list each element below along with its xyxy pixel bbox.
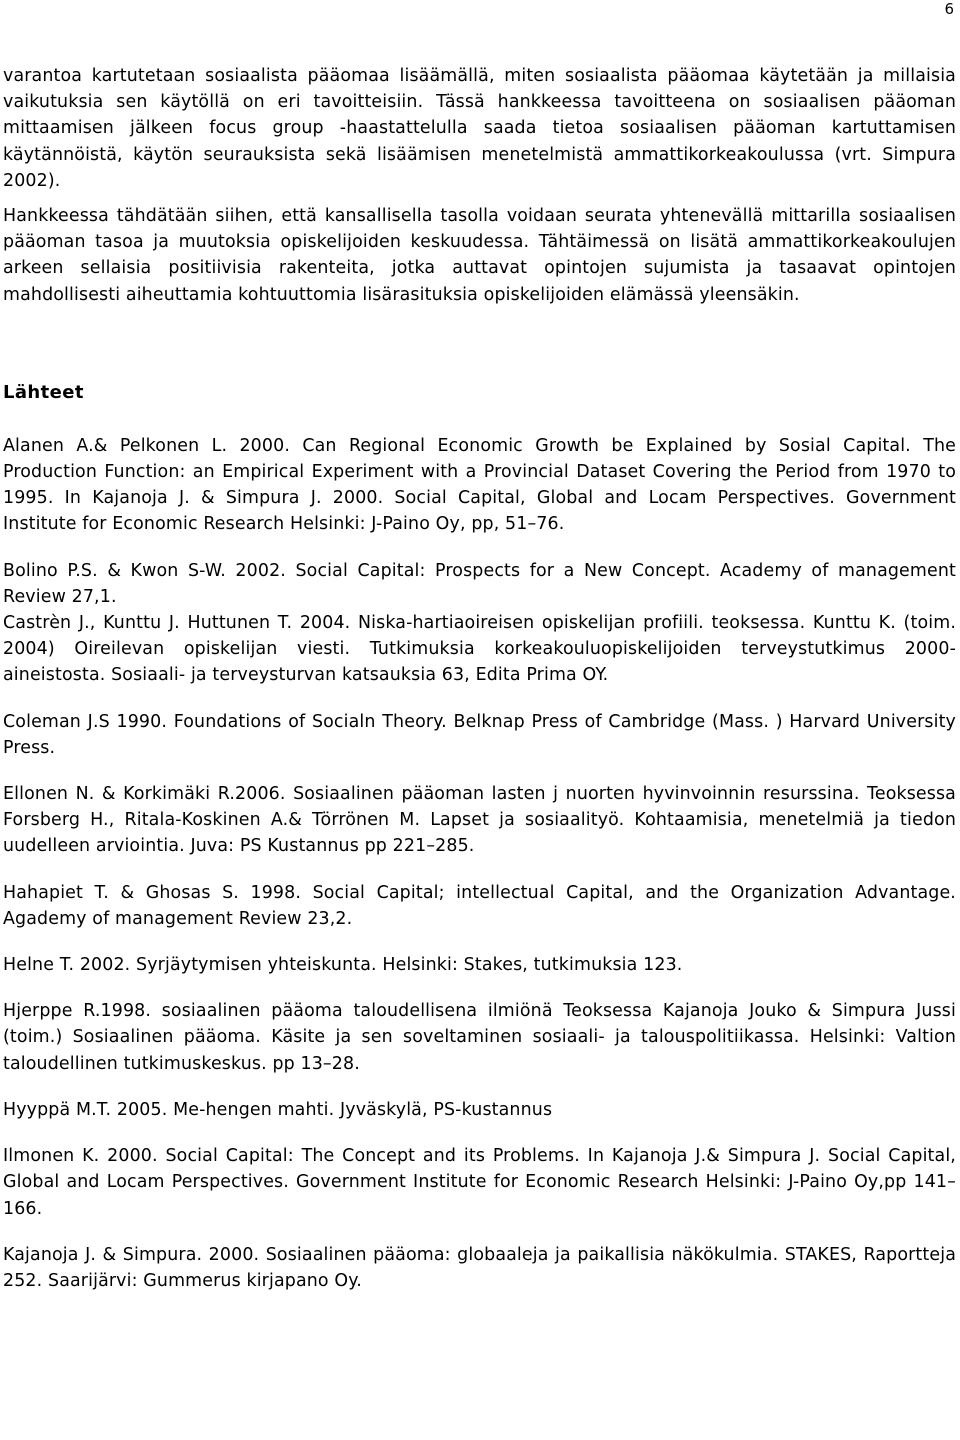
reference-item: Hjerppe R.1998. sosiaalinen pääoma taloudellisena ilmiönä Teoksessa Kajanoja Jouko & Simpura Jussi (toim.) Sosiaalinen pääoma. Käsite ja sen soveltaminen sosiaali- ja talouspolitiikassa. Helsinki: Valtion taloudellinen tutkimuskeskus. pp 13–28. [3,1001,956,1074]
reference-item: Helne T. 2002. Syrjäytymisen yhteiskunta. Helsinki: Stakes, tutkimuksia 123. [3,955,683,976]
body-paragraph: Hankkeessa tähdätään siihen, että kansallisella tasolla voidaan seurata yhtenevällä mittarilla sosiaalisen pääoman tasoa ja muutoksia opiskelijoiden keskuudessa. Tähtäimessä on lisätä ammattikorkeakoulujen arkeen sellaisia positiivisia rakenteita, jotka auttavat opintojen sujumista ja tasaavat opintojen mahdollisesti aiheuttamia kohtuuttomia lisärasituksia opiskelijoiden elämässä yleensäkin. [3,206,956,305]
reference-item: Hyyppä M.T. 2005. Me-hengen mahti. Jyväskylä, PS-kustannus [3,1099,553,1120]
reference-item: Kajanoja J. & Simpura. 2000. Sosiaalinen pääoma: globaaleja ja paikallisia näkökulmia. STAKES, Raportteja 252. Saarijärvi: Gummerus kirjapano Oy. [3,1244,956,1291]
reference-item: Coleman J.S 1990. Foundations of Socialn Theory. Belknap Press of Cambridge (Mass. ) Harvard University Press. [3,711,956,758]
reference-item: Alanen A.& Pelkonen L. 2000. Can Regional Economic Growth be Explained by Sosial Capital. The Production Function: an Empirical Experiment with a Provincial Dataset Covering the Period from 1970 to 1995. In Kajanoja J. & Simpura J. 2000. Social Capital, Global and Locam Perspectives. Government Institute for Economic Research Helsinki: J-Paino Oy, pp, 51–76. [3,435,956,535]
references-heading: Lähteet [3,381,84,403]
reference-item: Ellonen N. & Korkimäki R.2006. Sosiaalinen pääoman lasten j nuorten hyvinvoinnin resurssina. Teoksessa Forsberg H., Ritala-Koskinen A.& Törrönen M. Lapset ja sosiaalityö. Kohtaamisia, menetelmiä ja tiedon uudelleen arviointia. Juva: PS Kustannus pp 221–285. [3,784,956,857]
reference-item: Castrèn J., Kunttu J. Huttunen T. 2004. Niska-hartiaoireisen opiskelijan profiili. teoksessa. Kunttu K. (toim. 2004) Oireilevan opiskelijan viesti. Tutkimuksia korkeakouluopiskelijoiden terveystutkimus 2000-aineistosta. Sosiaali- ja terveysturvan katsauksia 63, Edita Prima OY. [3,613,956,686]
document-body [3,63,956,1294]
reference-item: Bolino P.S. & Kwon S-W. 2002. Social Capital: Prospects for a New Concept. Academy of management Review 27,1. [3,560,956,607]
reference-list [3,433,956,1294]
reference-item: Ilmonen K. 2000. Social Capital: The Concept and its Problems. In Kajanoja J.& Simpura J. Social Capital, Global and Locam Perspectives. Government Institute for Economic Research Helsinki: J-Paino Oy,pp 141–166. [3,1146,956,1219]
page-number: 6 [944,0,954,18]
reference-item: Hahapiet T. & Ghosas S. 1998. Social Capital; intellectual Capital, and the Organization Advantage. Agademy of management Review 23,2. [3,882,956,929]
body-paragraph: varantoa kartutetaan sosiaalista pääomaa lisäämällä, miten sosiaalista pääomaa käytetään ja millaisia vaikutuksia sen käytöllä on eri tavoitteisiin. Tässä hankkeessa tavoitteena on sosiaalisen pääoman mittaamisen jälkeen focus group -haastattelulla saada tietoa sosiaalisen pääoman kartuttamisen käytännöistä, käytön seurauksista sekä lisäämisen menetelmistä ammattikorkeakoulussa (vrt. Simpura 2002). [3,66,956,191]
